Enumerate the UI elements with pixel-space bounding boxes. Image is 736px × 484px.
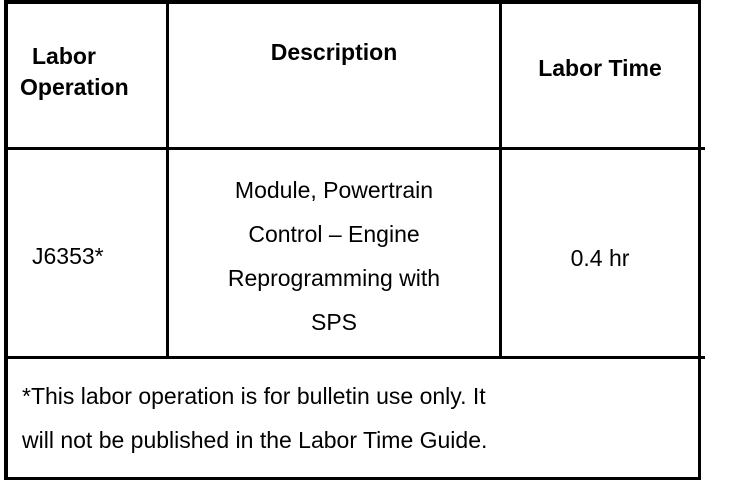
header-labor-time: Labor Time: [538, 54, 662, 81]
header-labor-operation-line1: Labor: [32, 43, 96, 69]
header-labor-operation: [20, 20, 166, 124]
description-line: Module, Powertrain: [234, 177, 434, 203]
labor-time-table: [4, 0, 701, 480]
row-divider: [8, 356, 705, 359]
footnote-line: *This labor operation is for bulletin use only. It: [22, 383, 486, 409]
cell-labor-operation: J6353*: [32, 243, 104, 269]
table-right-border: [698, 4, 701, 477]
description-line: Control – Engine: [248, 221, 420, 247]
footnote-line: will not be published in the Labor Time Guide.: [22, 427, 488, 453]
header-description: Description: [270, 38, 398, 65]
description-line: Reprogramming with: [227, 265, 441, 291]
cell-labor-time: 0.4 hr: [570, 245, 630, 271]
description-line: SPS: [310, 309, 358, 335]
row-divider: [8, 147, 705, 150]
header-labor-operation-line2: Operation: [20, 74, 129, 100]
footnote: [22, 374, 692, 462]
cell-description: [169, 168, 499, 344]
